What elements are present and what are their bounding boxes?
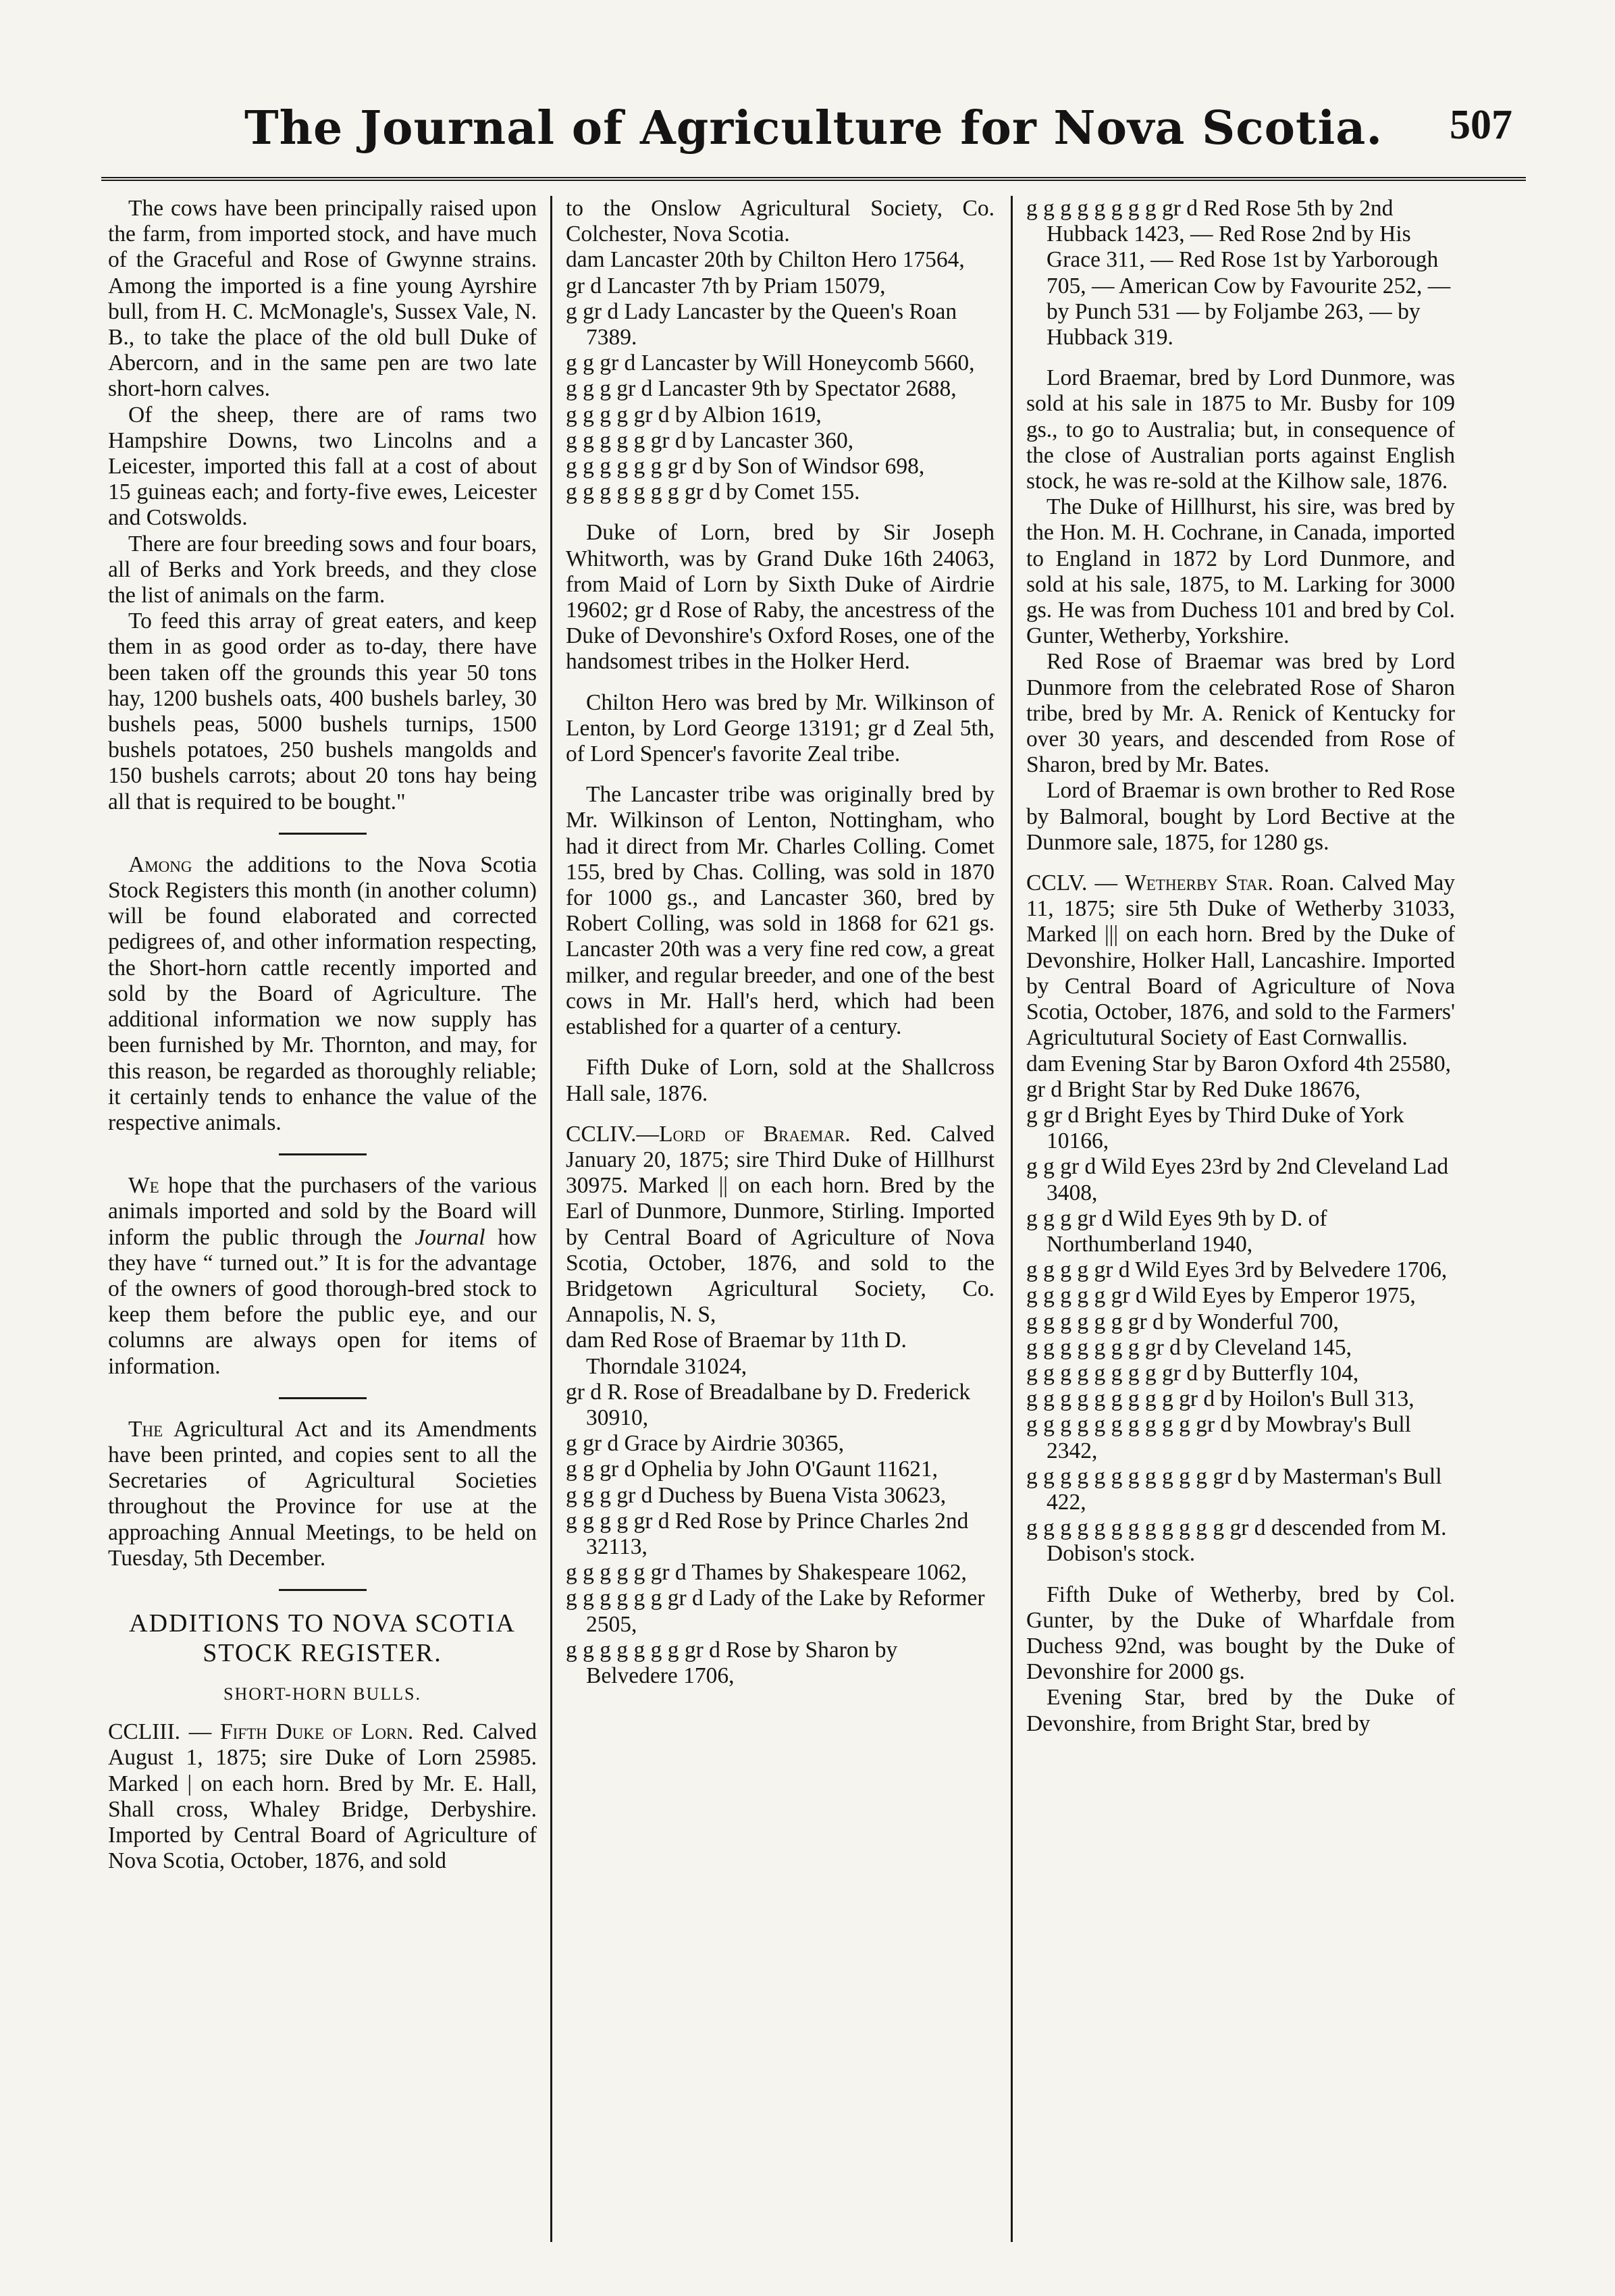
paragraph: Red Rose of Braemar was bred by Lord Dunmore from the celebrated Rose of Sharon tribe, bred by Mr. A. Renick of Kentucky for over 30 years, and descended from Rose of Sharon, bred by Mr. Bates. (1026, 649, 1455, 778)
pedigree-line: g g g g g g g gr d Rose by Sharon by Belvedere 1706, (566, 1637, 898, 1688)
paragraph-text: the additions to the Nova Scotia Stock Registers this month (in another column) will be found elaborated and corrected pedigrees of, and other information respecting, the Short-horn cattle recently imported and sold by the Board of Agriculture. The additional information we now supply has been furnished by Mr. Thornton, and may, for this reason, be regarded as thoroughly reliable; it certainly tends to enhance the value of the respective animals. (108, 852, 537, 1135)
paragraph (108, 1173, 537, 1380)
pedigree-line: g g g gr d Lancaster 9th by Spectator 2688, (566, 376, 957, 402)
page-header (115, 101, 1512, 176)
pedigree-line: g g g g g g g g gr d Red Rose 5th by 2nd Hubback 1423, — Red Rose 2nd by His Grace 311, — Red Rose 1st by Yarborough 705, — American Cow by Favourite 252, — by Punch 531 — by Foljambe 263, — by Hubback 319. (1026, 196, 1451, 350)
pedigree-line: g g g gr d Wild Eyes 9th by D. of Northumberland 1940, (1026, 1205, 1327, 1257)
column-2 (566, 196, 995, 2242)
section-separator (279, 1397, 367, 1399)
entry-text: Roan. Calved May 11, 1875; sire 5th Duke of Wetherby 31033, Marked ||| on each horn. Bred by the Duke of Devonshire, Holker Hall, Lancashire. Imported by Central Board of Agriculture of Nova Scotia, October, 1876, and sold to the Farmers' Agricultutural Society of East Cornwallis. (1026, 870, 1455, 1051)
section-separator (279, 833, 367, 835)
paragraph: Chilton Hero was bred by Mr. Wilkinson of Lenton, by Lord George 13191; gr d Zeal 5th, of Lord Spencer's favorite Zeal tribe. (566, 689, 995, 767)
pedigree-line: g g g g g gr d by Lancaster 360, (566, 427, 854, 453)
pedigree-line: g g g g g g g g g gr d by Hoilon's Bull 313, (1026, 1386, 1414, 1412)
pedigree-line: gr d Bright Star by Red Duke 18676, (1026, 1076, 1361, 1102)
paragraph: Lord Braemar, bred by Lord Dunmore, was sold at his sale in 1875 to Mr. Busby for 109 gs., to go to Australia; but, in consequence of the close of Australian ports against English stock, he was re-sold at the Kilhow sale, 1876. (1026, 365, 1455, 494)
section-subheading: SHORT-HORN BULLS. (223, 1684, 421, 1704)
pedigree-line: g g g g g g g gr d by Comet 155. (566, 479, 860, 505)
journal-italic: Journal (415, 1224, 485, 1250)
paragraph-text: hope that the purchasers of the various animals imported and sold by the Board will inform the public through the (108, 1173, 537, 1250)
pedigree-line: g g g g g g g g g g g gr d by Masterman's Bull 422, (1026, 1463, 1442, 1515)
paragraph: Fifth Duke of Wetherby, bred by Col. Gunter, by the Duke of Wharfdale from Duchess 92nd, was bought by the Duke of Devonshire for 2000 gs. (1026, 1582, 1455, 1685)
pedigree-line: g gr d Grace by Airdrie 30365, (566, 1431, 845, 1457)
lead-word: The (128, 1416, 163, 1442)
animal-name: Wetherby Star. (1125, 870, 1274, 896)
lead-word: Among (128, 852, 192, 877)
column-3 (1026, 196, 1455, 2242)
pedigree-line: g g g g g g g gr d by Cleveland 145, (1026, 1334, 1352, 1360)
lead-word: We (128, 1173, 159, 1199)
entry-number: CCLV. — (1026, 870, 1126, 896)
section-heading: ADDITIONS TO NOVA SCOTIA STOCK REGISTER. (129, 1609, 516, 1667)
pedigree-line: g gr d Bright Eyes by Third Duke of York 10166, (1026, 1102, 1404, 1154)
animal-name: Lord of Braemar. (659, 1121, 851, 1147)
section-separator (279, 1589, 367, 1591)
entry-ccliii (108, 1719, 537, 1874)
pedigree-line: g g g g gr d by Albion 1619, (566, 402, 822, 427)
paragraph: Duke of Lorn, bred by Sir Joseph Whitworth, was by Grand Duke 16th 24063, from Maid of Lorn by Sixth Duke of Airdrie 19602; gr d Rose of Raby, the ancestress of the Duke of Devonshire's Oxford Roses, one of the handsomest tribes in the Holker Herd. (566, 520, 995, 675)
pedigree-line: g g g g g gr d Wild Eyes by Emperor 1975, (1026, 1283, 1416, 1309)
entry-number: CCLIV.— (566, 1121, 660, 1147)
paragraph-text: how they have “ turned out.” It is for the advantage of the owners of good thorough-bred stock to keep them before the public eye, and our columns are always open for items of information. (108, 1224, 537, 1379)
paragraph: Of the sheep, there are of rams two Hampshire Downs, two Lincolns and a Leicester, imported this fall at a cost of about 15 guineas each; and forty-five ewes, Leicester and Cotswolds. (108, 402, 537, 531)
pedigree-line: dam Red Rose of Braemar by 11th D. Thorndale 31024, (566, 1328, 907, 1379)
paragraph-text: Agricultural Act and its Amendments have been printed, and copies sent to all the Secretaries of Agricultural Societies throughout the Province for use at the approaching Annual Meetings, to be held on Tuesday, 5th December. (108, 1416, 537, 1571)
paragraph: Evening Star, bred by the Duke of Devonshire, from Bright Star, bred by (1026, 1685, 1455, 1736)
pedigree-line: g g g g gr d Wild Eyes 3rd by Belvedere 1706, (1026, 1257, 1448, 1283)
paragraph: The Lancaster tribe was originally bred by Mr. Wilkinson of Lenton, Nottingham, who had it direct from Mr. Charles Colling. Comet 155, bred by Chas. Colling, was sold in 1870 for 1000 gs., and Lancaster 360, bred by Robert Colling, was sold in 1868 for 621 gs. Lancaster 20th was a very fine red cow, a great milker, and regular breeder, and one of the best cows in Mr. Hall's herd, which had been established for a quarter of a century. (566, 782, 995, 1040)
paragraph: There are four breeding sows and four boars, all of Berks and York breeds, and they close the list of animals on the farm. (108, 531, 537, 608)
pedigree-line: gr d Lancaster 7th by Priam 15079, (566, 273, 886, 298)
pedigree-line: dam Evening Star by Baron Oxford 4th 25580, (1026, 1051, 1451, 1076)
animal-name: Fifth Duke of Lorn. (220, 1719, 414, 1745)
page-number: 507 (1450, 102, 1512, 148)
entry-ccliv (566, 1122, 995, 1328)
pedigree-line: dam Lancaster 20th by Chilton Hero 17564, (566, 247, 965, 273)
paragraph (108, 1417, 537, 1571)
pedigree-line: g g g g g g g g g g gr d by Mowbray's Bull 2342, (1026, 1412, 1411, 1463)
pedigree-line: g g g g g g gr d by Son of Windsor 698, (566, 454, 925, 479)
pedigree-line: g g g g g g g g gr d by Butterfly 104, (1026, 1360, 1359, 1386)
pedigree-line: g g gr d Wild Eyes 23rd by 2nd Cleveland Lad 3408, (1026, 1154, 1449, 1205)
pedigree-line: g g g g g g g g g g g g gr d descended from M. Dobison's stock. (1026, 1515, 1447, 1567)
column-divider (1011, 196, 1013, 2242)
pedigree-line: g g g g g gr d Thames by Shakespeare 1062, (566, 1560, 967, 1586)
paragraph: Lord of Braemar is own brother to Red Rose by Balmoral, bought by Lord Bective at the Dunmore sale, 1875, for 1280 gs. (1026, 778, 1455, 855)
entry-text: Red. Calved August 1, 1875; sire Duke of Lorn 25985. Marked | on each horn. Bred by Mr. E. Hall, Shall cross, Whaley Bridge, Derbyshire. Imported by Central Board of Agriculture of Nova Scotia, October, 1876, and sold (108, 1719, 537, 1874)
pedigree-line: g g g g g g gr d by Wonderful 700, (1026, 1309, 1339, 1334)
pedigree-line: g g gr d Ophelia by John O'Gaunt 11621, (566, 1457, 938, 1482)
pedigree-line: g g gr d Lancaster by Will Honeycomb 5660, (566, 350, 975, 376)
paragraph: The Duke of Hillhurst, his sire, was bred by the Hon. M. H. Cochrane, in Canada, imported to England in 1872 by Lord Dunmore, and sold at his sale, 1875, to M. Larking for 3000 gs. He was from Duchess 101 and bred by Col. Gunter, Wetherby, Yorkshire. (1026, 494, 1455, 649)
pedigree-line: gr d R. Rose of Breadalbane by D. Frederick 30910, (566, 1379, 971, 1430)
paragraph: The cows have been principally raised upon the farm, from imported stock, and have much of the Graceful and Rose of Gwynne strains. Among the imported is a fine young Ayrshire bull, from H. C. McMonagle's, Sussex Vale, N. B., to take the place of the old bull Duke of Abercorn, and in the same pen are two late short-horn calves. (108, 196, 537, 402)
paragraph (108, 852, 537, 1136)
entry-number: CCLIII. — (108, 1719, 220, 1745)
pedigree-line: g g g gr d Duchess by Buena Vista 30623, (566, 1482, 947, 1508)
paragraph: to the Onslow Agricultural Society, Co. Colchester, Nova Scotia. (566, 196, 995, 247)
paragraph: Fifth Duke of Lorn, sold at the Shallcross Hall sale, 1876. (566, 1055, 995, 1106)
pedigree-line: g gr d Lady Lancaster by the Queen's Roan 7389. (566, 298, 957, 350)
journal-title: The Journal of Agriculture for Nova Scotia. (244, 101, 1383, 155)
pedigree-line: g g g g g g gr d Lady of the Lake by Reformer 2505, (566, 1586, 985, 1637)
paragraph: To feed this array of great eaters, and keep them in as good order as to-day, there have been taken off the grounds this year 50 tons hay, 1200 bushels oats, 400 bushels barley, 30 bushels peas, 5000 bushels turnips, 1500 bushels potatoes, 250 bushels mangolds and 150 bushels carrots; about 20 tons hay being all that is required to be bought." (108, 608, 537, 814)
header-rule (101, 177, 1526, 181)
column-1 (108, 196, 537, 2242)
section-separator (279, 1153, 367, 1155)
entry-cclv (1026, 870, 1455, 1051)
entry-text: Red. Calved January 20, 1875; sire Third Duke of Hillhurst 30975. Marked || on each horn. Bred by the Earl of Dunmore, Dunmore, Stirling. Imported by Central Board of Agriculture of Nova Scotia, October, 1876, and sold to the Bridgetown Agricultural Society, Co. Annapolis, N. S, (566, 1121, 995, 1328)
pedigree-line: g g g g gr d Red Rose by Prince Charles 2nd 32113, (566, 1508, 969, 1559)
column-divider (550, 196, 552, 2242)
